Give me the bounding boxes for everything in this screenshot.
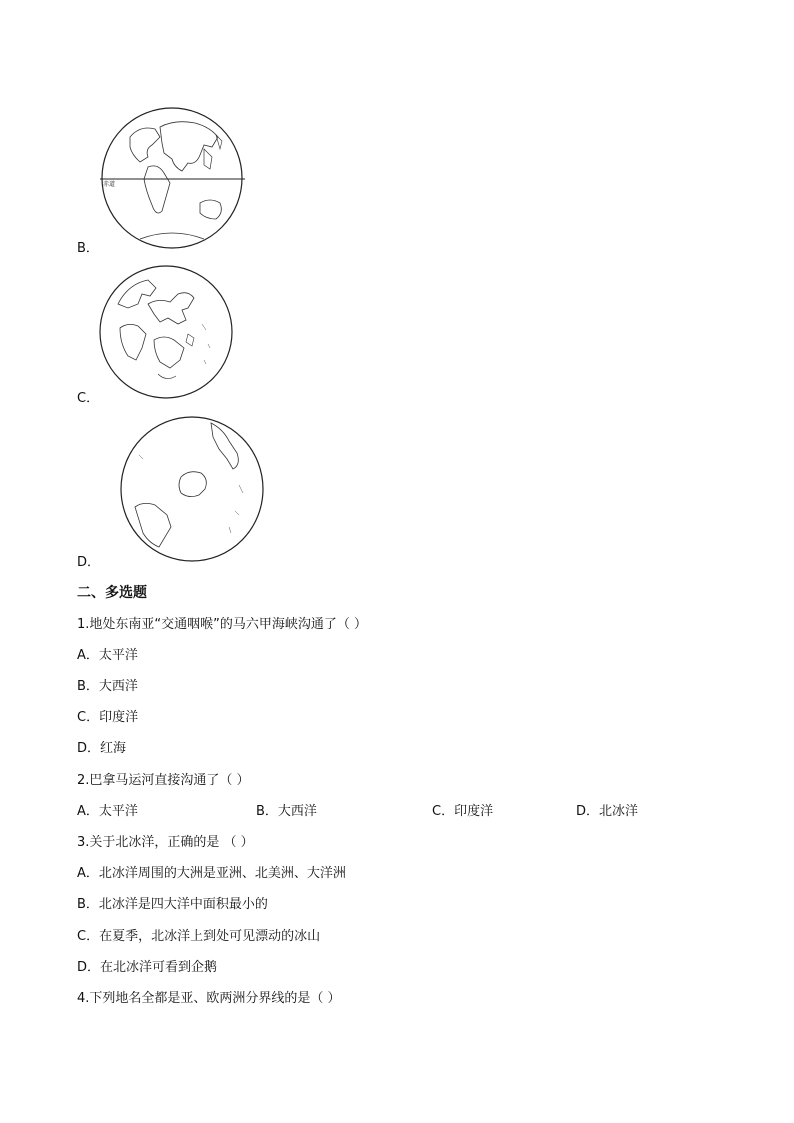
question-2-stem: 2.巴拿马运河直接沟通了（ ） [77, 773, 250, 788]
question-3-option-c[interactable]: C．在夏季，北冰洋上到处可见漂动的冰山 [77, 929, 321, 944]
question-3-option-d[interactable]: D．在北冰洋可看到企鹅 [77, 960, 218, 975]
globe-eastern-hemisphere-image [100, 107, 245, 250]
question-2-option-b[interactable]: B．大西洋 [256, 804, 317, 819]
globe-southern-polar-view-image [119, 415, 265, 563]
question-2-option-c[interactable]: C．印度洋 [432, 804, 494, 819]
question-1-stem: 1.地处东南亚“交通咽喉”的马六甲海峡沟通了（ ） [77, 617, 368, 632]
question-2-option-a[interactable]: A．太平洋 [77, 804, 138, 819]
question-3-stem: 3.关于北冰洋，正确的是 （ ） [77, 835, 254, 850]
question-1-option-d[interactable]: D．红海 [77, 741, 127, 756]
option-c-letter: C． [77, 391, 100, 406]
question-3-option-b[interactable]: B．北冰洋是四大洋中面积最小的 [77, 897, 268, 912]
question-1-option-a[interactable]: A．太平洋 [77, 648, 138, 663]
question-2-option-d[interactable]: D．北冰洋 [576, 804, 639, 819]
option-b-letter: B． [77, 241, 99, 256]
equator-label: 赤道 [103, 181, 116, 188]
question-1-option-c[interactable]: C．印度洋 [77, 710, 139, 725]
globe-northern-polar-view-image [98, 264, 234, 400]
question-1-option-b[interactable]: B．大西洋 [77, 679, 138, 694]
section-title: 二、多选题 [77, 585, 147, 601]
question-3-option-a[interactable]: A．北冰洋周围的大洲是亚洲、北美洲、大洋洲 [77, 866, 346, 881]
option-d-letter: D． [77, 555, 101, 570]
question-4-stem: 4.下列地名全都是亚、欧两洲分界线的是（ ） [77, 991, 341, 1006]
